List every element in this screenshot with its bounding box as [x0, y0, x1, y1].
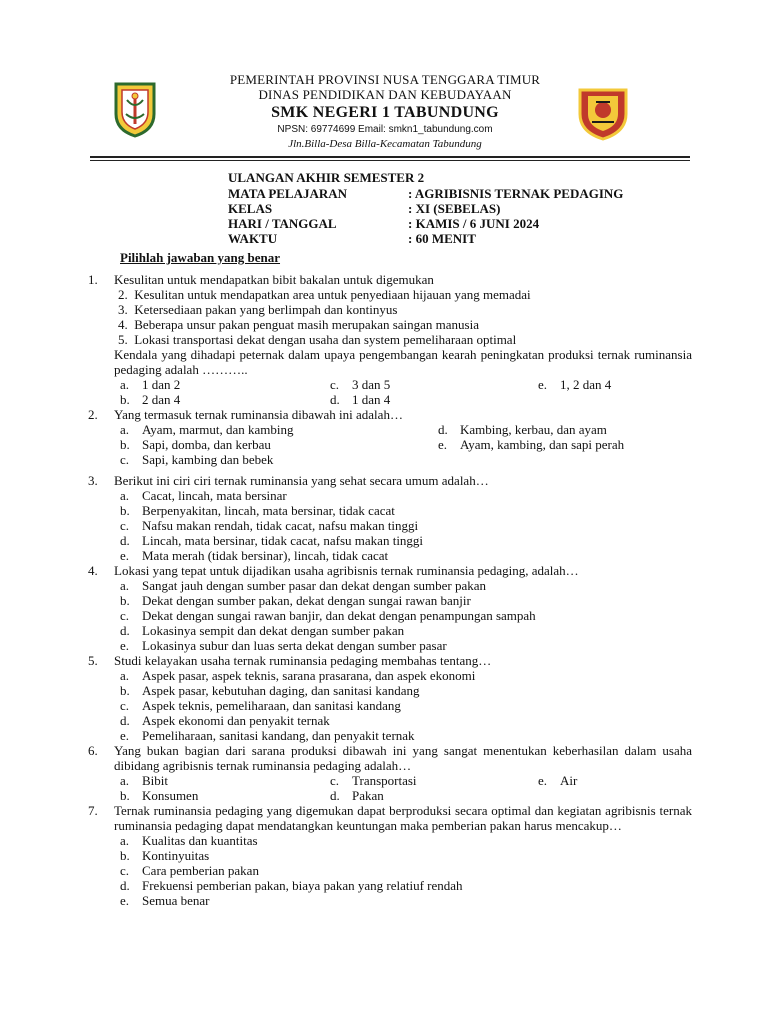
question-stem: Studi kelayakan usaha ternak ruminansia pedaging membahas tentang…: [114, 653, 492, 668]
answer-option[interactable]: [120, 683, 692, 698]
option-text: Ayam, marmut, dan kambing: [142, 422, 294, 437]
option-letter: e.: [538, 377, 548, 392]
option-text: Pemeliharaan, sanitasi kandang, dan penyakit ternak: [142, 728, 415, 743]
option-text: Sapi, domba, dan kerbau: [142, 437, 271, 452]
question-2: [84, 407, 692, 473]
letterhead-line-2: DINAS PENDIDIKAN DAN KEBUDAYAAN: [258, 87, 512, 102]
question-1: [84, 272, 692, 407]
statement-number: 3.: [118, 302, 128, 317]
statement-text: Beberapa unsur pakan penguat masih merupakan saingan manusia: [134, 317, 479, 332]
answer-option[interactable]: [120, 422, 438, 437]
statement-text: Kesulitan untuk mendapatkan area untuk penyediaan hijauan yang memadai: [134, 287, 531, 302]
exam-info-label: KELAS: [228, 201, 273, 216]
option-letter: a.: [120, 488, 130, 503]
exam-info-label: HARI / TANGGAL: [228, 216, 337, 231]
exam-info-value: : XI (SEBELAS): [408, 201, 501, 216]
option-letter: b.: [120, 392, 130, 407]
exam-info-row: [228, 231, 623, 246]
question-stem: Berikut ini ciri ciri ternak ruminansia yang sehat secara umum adalah…: [114, 473, 489, 488]
option-text: Transportasi: [352, 773, 417, 788]
school-contact: NPSN: 69774699 Email: smkn1_tabundung.com: [277, 124, 493, 135]
question-number: 3.: [88, 473, 98, 488]
question-7: [84, 803, 692, 908]
option-text: Semua benar: [142, 893, 210, 908]
answer-option[interactable]: [330, 392, 538, 407]
option-text: Aspek pasar, kebutuhan daging, dan sanitasi kandang: [142, 683, 420, 698]
answer-option[interactable]: [438, 422, 698, 437]
option-text: Pakan: [352, 788, 384, 803]
option-letter: e.: [120, 638, 130, 653]
statement-item: [118, 317, 692, 332]
option-letter: a.: [120, 377, 130, 392]
option-text: Mata merah (tidak bersinar), lincah, tidak cacat: [142, 548, 389, 563]
exam-info-label: WAKTU: [228, 231, 278, 246]
answer-option[interactable]: [120, 638, 692, 653]
option-letter: e.: [538, 773, 548, 788]
option-letter: c.: [120, 518, 130, 533]
answer-options: [120, 422, 692, 467]
option-letter: c.: [330, 773, 340, 788]
exam-info-value: : AGRIBISNIS TERNAK PEDAGING: [408, 186, 624, 201]
option-text: Aspek pasar, aspek teknis, sarana prasarana, dan aspek ekonomi: [142, 668, 476, 683]
option-text: Aspek ekonomi dan penyakit ternak: [142, 713, 330, 728]
statement-text: Lokasi transportasi dekat dengan usaha dan system pemeliharaan optimal: [134, 332, 517, 347]
letterhead: [180, 72, 590, 151]
option-letter: d.: [330, 392, 340, 407]
option-text: Cacat, lincah, mata bersinar: [142, 488, 287, 503]
exam-info-row: [228, 216, 623, 231]
answer-option[interactable]: [538, 377, 688, 392]
answer-option[interactable]: [120, 788, 330, 803]
question-number: 5.: [88, 653, 98, 668]
answer-options: [120, 773, 692, 803]
question-4: [84, 563, 692, 653]
question-stem: Lokasi yang tepat untuk dijadikan usaha agribisnis ternak ruminansia pedaging, adalah…: [114, 563, 579, 578]
option-letter: a.: [120, 668, 130, 683]
statement-number: 2.: [118, 287, 128, 302]
option-letter: a.: [120, 422, 130, 437]
question-3: [84, 473, 692, 563]
answer-option[interactable]: [120, 548, 692, 563]
option-letter: a.: [120, 833, 130, 848]
option-text: Ayam, kambing, dan sapi perah: [460, 437, 625, 452]
exam-info-label: MATA PELAJARAN: [228, 186, 348, 201]
option-text: Berpenyakitan, lincah, mata bersinar, tidak cacat: [142, 503, 395, 518]
question-number: 6.: [88, 743, 98, 758]
answer-option[interactable]: [330, 788, 538, 803]
option-text: Kambing, kerbau, dan ayam: [460, 422, 607, 437]
option-text: Cara pemberian pakan: [142, 863, 259, 878]
option-letter: b.: [120, 437, 130, 452]
question-stem: Kendala yang dihadapi peternak dalam upaya pengembangan kearah peningkatan produksi ternak ruminansia pedaging adalah ………..: [114, 347, 692, 377]
exam-info-value: : KAMIS / 6 JUNI 2024: [408, 216, 540, 231]
option-letter: e.: [438, 437, 448, 452]
answer-options: [120, 578, 692, 653]
answer-option[interactable]: [538, 773, 688, 788]
option-letter: b.: [120, 788, 130, 803]
question-stem: Yang bukan bagian dari sarana produksi dibawah ini yang sangat menentukan keberhasilan dalam usaha dibidang agribisnis ternak ruminansia pedaging adalah…: [114, 743, 692, 773]
option-text: Konsumen: [142, 788, 199, 803]
question-6: [84, 743, 692, 803]
question-number: 2.: [88, 407, 98, 422]
question-list: [84, 272, 692, 908]
option-text: Dekat dengan sumber pakan, dekat dengan sungai rawan banjir: [142, 593, 471, 608]
exam-info-row: [228, 201, 623, 216]
option-letter: d.: [438, 422, 448, 437]
exam-info-value: : 60 MENIT: [408, 231, 476, 246]
option-text: Sangat jauh dengan sumber pasar dan dekat dengan sumber pakan: [142, 578, 487, 593]
option-text: Nafsu makan rendah, tidak cacat, nafsu makan tinggi: [142, 518, 419, 533]
answer-option[interactable]: [330, 773, 538, 788]
answer-option[interactable]: [120, 863, 692, 878]
answer-option[interactable]: [120, 878, 692, 893]
answer-option[interactable]: [120, 728, 692, 743]
answer-option[interactable]: [120, 578, 692, 593]
option-text: Kontinyuitas: [142, 848, 210, 863]
option-text: 2 dan 4: [142, 392, 181, 407]
option-letter: d.: [330, 788, 340, 803]
option-letter: a.: [120, 578, 130, 593]
province-emblem-logo: [574, 84, 632, 142]
question-number: 1.: [88, 272, 98, 287]
option-text: Kualitas dan kuantitas: [142, 833, 258, 848]
option-text: Lokasinya subur dan luas serta dekat dengan sumber pasar: [142, 638, 447, 653]
option-letter: b.: [120, 683, 130, 698]
answer-option[interactable]: [120, 713, 692, 728]
option-text: 1 dan 4: [352, 392, 391, 407]
school-name: SMK NEGERI 1 TABUNDUNG: [271, 104, 499, 121]
question-5: [84, 653, 692, 743]
letterhead-rule-thin: [90, 160, 690, 161]
option-letter: c.: [330, 377, 340, 392]
answer-option[interactable]: [438, 437, 698, 452]
option-text: 1 dan 2: [142, 377, 181, 392]
answer-option[interactable]: [120, 503, 692, 518]
option-letter: b.: [120, 593, 130, 608]
answer-option[interactable]: [120, 392, 330, 407]
answer-option[interactable]: [120, 698, 692, 713]
exam-title: ULANGAN AKHIR SEMESTER 2: [228, 170, 425, 185]
option-letter: d.: [120, 623, 130, 638]
option-letter: b.: [120, 848, 130, 863]
letterhead-line-1: PEMERINTAH PROVINSI NUSA TENGGARA TIMUR: [229, 72, 541, 87]
option-text: 3 dan 5: [352, 377, 391, 392]
option-letter: c.: [120, 863, 130, 878]
exam-info: [228, 170, 623, 246]
option-letter: e.: [120, 548, 130, 563]
answer-option[interactable]: [120, 893, 692, 908]
option-letter: a.: [120, 773, 130, 788]
question-stem: Ternak ruminansia pedaging yang digemukan dapat berproduksi secara optimal dan kegiatan agribisnis ternak ruminansia pedaging dapat mendatangkan keuntungan maka pemberian pakan harus mencakup…: [114, 803, 692, 833]
statement-number: 4.: [118, 317, 128, 332]
answer-option[interactable]: [120, 518, 692, 533]
answer-option[interactable]: [120, 452, 438, 467]
answer-option[interactable]: [120, 608, 692, 623]
school-address: Jln.Billa-Desa Billa-Kecamatan Tabundung: [288, 138, 482, 150]
statement-number: 5.: [118, 332, 128, 347]
option-text: Aspek teknis, pemeliharaan, dan sanitasi kandang: [142, 698, 401, 713]
answer-option[interactable]: [120, 488, 692, 503]
question-stem: Yang termasuk ternak ruminansia dibawah ini adalah…: [114, 407, 403, 422]
statement-item: [118, 302, 692, 317]
question-first-statement: Kesulitan untuk mendapatkan bibit bakalan untuk digemukan: [114, 272, 434, 287]
answer-options: [120, 668, 692, 743]
statement-item: [118, 287, 692, 302]
answer-option[interactable]: [120, 623, 692, 638]
regency-emblem-logo: [112, 80, 158, 138]
option-letter: d.: [120, 878, 130, 893]
answer-option[interactable]: [120, 773, 330, 788]
option-text: 1, 2 dan 4: [560, 377, 612, 392]
answer-options: [120, 833, 692, 908]
answer-options: [120, 488, 692, 563]
option-text: Lincah, mata bersinar, tidak cacat, nafsu makan tinggi: [142, 533, 424, 548]
answer-option[interactable]: [120, 377, 330, 392]
option-text: Dekat dengan sungai rawan banjir, dan dekat dengan penampungan sampah: [142, 608, 536, 623]
answer-option[interactable]: [120, 668, 692, 683]
option-letter: c.: [120, 452, 130, 467]
answer-option[interactable]: [120, 848, 692, 863]
instruction: Pilihlah jawaban yang benar: [120, 250, 281, 265]
answer-option[interactable]: [120, 833, 692, 848]
option-text: Sapi, kambing dan bebek: [142, 452, 274, 467]
option-text: Frekuensi pemberian pakan, biaya pakan yang relatiuf rendah: [142, 878, 463, 893]
option-text: Lokasinya sempit dan dekat dengan sumber pakan: [142, 623, 405, 638]
option-text: Bibit: [142, 773, 169, 788]
option-letter: b.: [120, 503, 130, 518]
answer-option[interactable]: [120, 593, 692, 608]
statement-text: Ketersediaan pakan yang berlimpah dan kontinyus: [134, 302, 398, 317]
option-text: Air: [560, 773, 578, 788]
letterhead-rule-thick: [90, 156, 690, 158]
exam-info-row: [228, 186, 623, 201]
option-letter: e.: [120, 893, 130, 908]
option-letter: d.: [120, 713, 130, 728]
option-letter: d.: [120, 533, 130, 548]
question-number: 4.: [88, 563, 98, 578]
answer-option[interactable]: [120, 437, 438, 452]
question-number: 7.: [88, 803, 98, 818]
answer-options: [120, 377, 692, 407]
option-letter: c.: [120, 698, 130, 713]
option-letter: c.: [120, 608, 130, 623]
answer-option[interactable]: [330, 377, 538, 392]
option-letter: e.: [120, 728, 130, 743]
answer-option[interactable]: [120, 533, 692, 548]
statement-item: [118, 332, 692, 347]
